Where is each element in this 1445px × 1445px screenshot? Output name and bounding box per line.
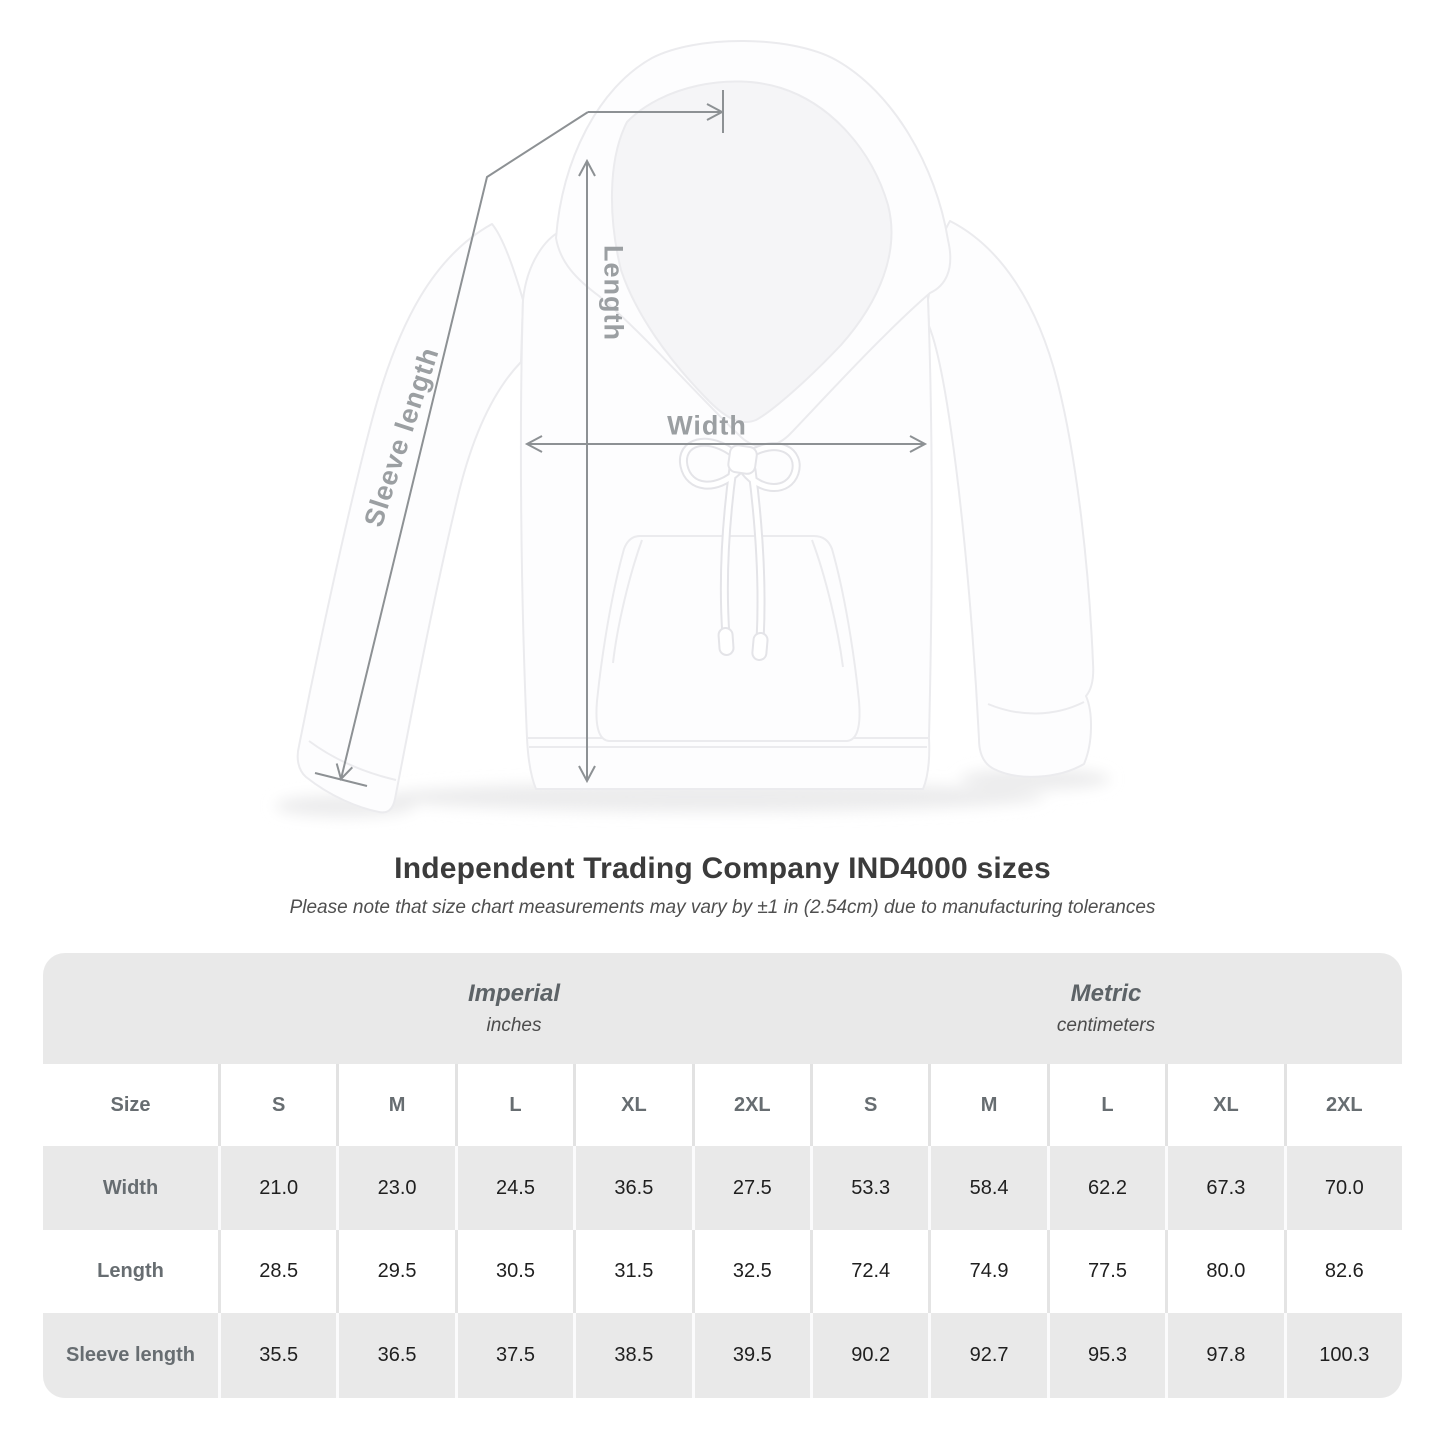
left-sleeve	[298, 224, 523, 812]
size-header-row	[43, 1064, 1402, 1146]
size-header-imperial-xl: XL	[573, 1064, 691, 1146]
unit-system-header-row	[43, 953, 1402, 1064]
size-header-imperial-2xl: 2XL	[692, 1064, 810, 1146]
size-chart-table	[43, 953, 1402, 1398]
width-metric-xl: 67.3	[1165, 1146, 1283, 1230]
width-metric-l: 62.2	[1047, 1146, 1165, 1230]
width-metric-2xl: 70.0	[1284, 1146, 1402, 1230]
right-sleeve	[928, 221, 1093, 777]
length-imperial-s: 28.5	[218, 1230, 336, 1313]
size-header-metric-s: S	[810, 1064, 928, 1146]
sleeve-imperial-xl: 38.5	[573, 1313, 691, 1398]
width-imperial-2xl: 27.5	[692, 1146, 810, 1230]
sleeve-length-measure-label: Sleeve length	[358, 343, 445, 531]
width-imperial-l: 24.5	[455, 1146, 573, 1230]
size-header-metric-xl: XL	[1165, 1064, 1283, 1146]
length-metric-xl: 80.0	[1165, 1230, 1283, 1313]
size-column-header: Size	[110, 1093, 151, 1116]
length-imperial-l: 30.5	[455, 1230, 573, 1313]
width-metric-s: 53.3	[810, 1146, 928, 1230]
size-header-imperial-s: S	[218, 1064, 336, 1146]
table-row-width	[43, 1146, 1402, 1230]
width-metric-m: 58.4	[928, 1146, 1046, 1230]
sleeve-metric-m: 92.7	[928, 1313, 1046, 1398]
page-title: Independent Trading Company IND4000 sizes	[394, 852, 1051, 885]
metric-label: Metric	[1070, 980, 1142, 1007]
sleeve-imperial-l: 37.5	[455, 1313, 573, 1398]
length-metric-l: 77.5	[1047, 1230, 1165, 1313]
sleeve-imperial-2xl: 39.5	[692, 1313, 810, 1398]
length-metric-s: 72.4	[810, 1230, 928, 1313]
width-imperial-s: 21.0	[218, 1146, 336, 1230]
unit-group-metric	[810, 953, 1402, 1064]
length-metric-2xl: 82.6	[1284, 1230, 1402, 1313]
size-header-metric-2xl: 2XL	[1284, 1064, 1402, 1146]
tolerance-note: Please note that size chart measurements may vary by ±1 in (2.54cm) due to manufacturing tolerances	[289, 897, 1156, 918]
size-header-metric-l: L	[1047, 1064, 1165, 1146]
metric-unit-label: centimeters	[1056, 1015, 1156, 1036]
size-header-metric-m: M	[928, 1064, 1046, 1146]
sleeve-imperial-m: 36.5	[336, 1313, 454, 1398]
units-band-spacer	[43, 953, 218, 1064]
sleeve-metric-2xl: 100.3	[1284, 1313, 1402, 1398]
sleeve-metric-xl: 97.8	[1165, 1313, 1283, 1398]
row-label: Length	[97, 1260, 164, 1282]
sleeve-metric-l: 95.3	[1047, 1313, 1165, 1398]
row-label: Width	[102, 1176, 159, 1199]
length-imperial-xl: 31.5	[573, 1230, 691, 1313]
size-header-imperial-m: M	[336, 1064, 454, 1146]
table-row-sleeve-length	[43, 1313, 1402, 1398]
length-measure-label: Length	[598, 245, 629, 341]
row-label: Sleeve length	[66, 1344, 195, 1366]
width-imperial-xl: 36.5	[573, 1146, 691, 1230]
width-imperial-m: 23.0	[336, 1146, 454, 1230]
imperial-label: Imperial	[467, 980, 561, 1007]
size-header-imperial-l: L	[455, 1064, 573, 1146]
length-imperial-2xl: 32.5	[692, 1230, 810, 1313]
imperial-unit-label: inches	[486, 1015, 542, 1036]
unit-group-imperial	[218, 953, 810, 1064]
sleeve-imperial-s: 35.5	[218, 1313, 336, 1398]
table-row-length	[43, 1230, 1402, 1313]
width-measure-label: Width	[667, 410, 747, 441]
sleeve-metric-s: 90.2	[810, 1313, 928, 1398]
length-metric-m: 74.9	[928, 1230, 1046, 1313]
length-imperial-m: 29.5	[336, 1230, 454, 1313]
